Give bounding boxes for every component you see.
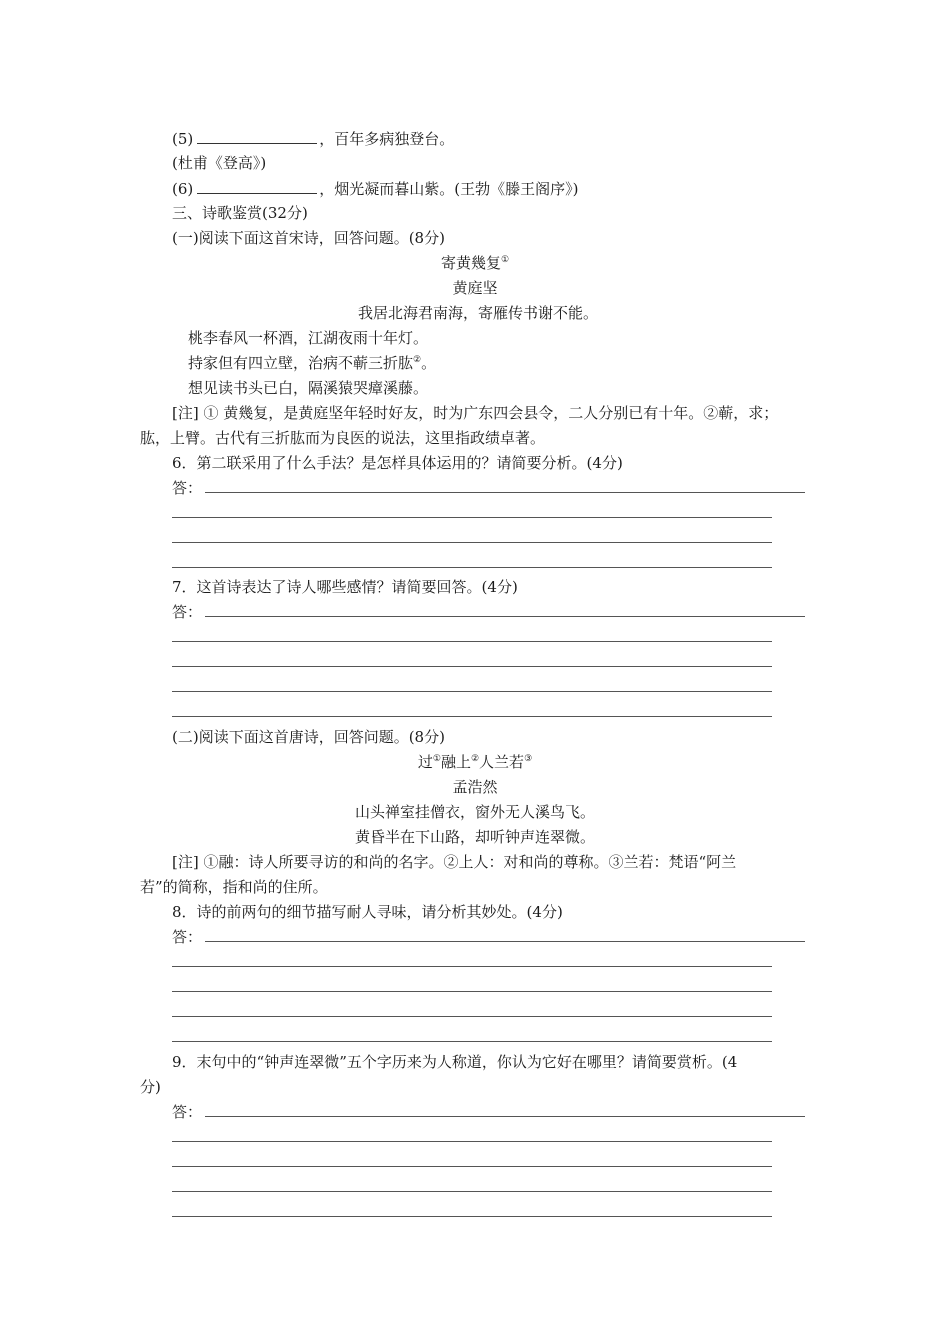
question-6: 6．第二联采用了什么手法？是怎样具体运用的？请简要分析。(4分) — [172, 454, 623, 472]
blank-source: (杜甫《登高》) — [172, 154, 267, 172]
poem1-line: 我居北海君南海，寄雁传书谢不能。 — [358, 304, 599, 322]
poem1-author: 黄庭坚 — [452, 279, 498, 297]
footnote-mark: ① — [500, 255, 510, 265]
footnote-mark: ② — [413, 355, 422, 365]
poem1-line: 想见读书头已白，隔溪猿哭瘴溪藤。 — [188, 379, 429, 397]
poem2-line: 黄昏半在下山路，却听钟声连翠微。 — [354, 828, 595, 846]
part1-intro: (一)阅读下面这首宋诗，回答问题。(8分) — [172, 229, 445, 247]
section-title: 三、诗歌鉴赏(32分) — [172, 204, 308, 222]
answer-label: 答： — [172, 603, 203, 621]
answer-line[interactable] — [172, 1191, 772, 1192]
poem2-note: [注] ①融：诗人所要寻访的和尚的名字。②上人：对和尚的尊称。③兰若：梵语“阿兰 — [172, 853, 737, 871]
poem2-line: 山头禅室挂僧衣，窗外无人溪鸟飞。 — [354, 803, 595, 821]
answer-line[interactable] — [205, 492, 805, 493]
fill-blank-5 — [172, 128, 454, 149]
question-9-cont: 分) — [140, 1078, 161, 1096]
answer-line[interactable] — [172, 1041, 772, 1042]
poem1-note: [注] ① 黄幾复，是黄庭坚年轻时好友，时为广东四会县令，二人分别已有十年。②蕲，求； — [172, 404, 779, 422]
blank-line[interactable] — [197, 178, 317, 194]
answer-label: 答： — [172, 479, 203, 497]
answer-line[interactable] — [172, 1016, 772, 1017]
answer-line[interactable] — [172, 1166, 772, 1167]
fill-blank-5-source — [172, 153, 266, 173]
question-9: 9．末句中的“钟声连翠微”五个字历来为人称道，你认为它好在哪里？请简要赏析。(4 — [172, 1053, 738, 1071]
answer-label: 答： — [172, 928, 203, 946]
answer-line[interactable] — [205, 616, 805, 617]
answer-line[interactable] — [172, 991, 772, 992]
answer-label: 答： — [172, 1103, 203, 1121]
footnote-mark: ③ — [524, 754, 533, 764]
footnote-mark: ① — [432, 754, 441, 764]
answer-line[interactable] — [205, 941, 805, 942]
answer-line[interactable] — [172, 966, 772, 967]
answer-line[interactable] — [172, 716, 772, 717]
blank-text: ，百年多病独登台。 — [319, 130, 455, 148]
answer-line[interactable] — [172, 1216, 772, 1217]
poem2-note: 若”的简称，指和尚的住所。 — [140, 878, 328, 896]
fill-blank-6 — [172, 178, 578, 199]
poem1-title-text: 寄黄幾复 — [440, 254, 501, 272]
poem1-note: 肱，上臂。古代有三折肱而为良医的说法，这里指政绩卓著。 — [140, 429, 546, 447]
blank-text: ，烟光凝而暮山紫。(王勃《滕王阁序》) — [319, 180, 579, 198]
poem2-author: 孟浩然 — [452, 778, 498, 796]
answer-line[interactable] — [172, 1141, 772, 1142]
answer-line[interactable] — [205, 1116, 805, 1117]
footnote-mark: ② — [470, 754, 480, 764]
answer-line[interactable] — [172, 691, 772, 692]
poem2-title — [0, 752, 950, 772]
blank-number: (6) — [172, 180, 194, 198]
poem2-title-text: 过 — [417, 753, 433, 771]
poem1-line-text: 持家但有四立壁，治病不蕲三折肱 — [188, 354, 414, 372]
answer-line[interactable] — [172, 567, 772, 568]
poem1-title — [0, 253, 950, 273]
poem1-line: 桃李春风一杯酒，江湖夜雨十年灯。 — [188, 329, 429, 347]
poem1-line: 持家但有四立壁，治病不蕲三折肱②。 — [188, 354, 437, 372]
poem2-title-text: 人兰若 — [479, 753, 525, 771]
answer-line[interactable] — [172, 542, 772, 543]
blank-number: (5) — [172, 130, 194, 148]
poem2-title-text: 融上 — [440, 753, 471, 771]
answer-line[interactable] — [172, 641, 772, 642]
blank-line[interactable] — [197, 128, 317, 144]
answer-line[interactable] — [172, 666, 772, 667]
question-8: 8．诗的前两句的细节描写耐人寻味，请分析其妙处。(4分) — [172, 903, 563, 921]
answer-line[interactable] — [172, 517, 772, 518]
part2-intro: (二)阅读下面这首唐诗，回答问题。(8分) — [172, 728, 445, 746]
question-7: 7．这首诗表达了诗人哪些感情？请简要回答。(4分) — [172, 578, 518, 596]
